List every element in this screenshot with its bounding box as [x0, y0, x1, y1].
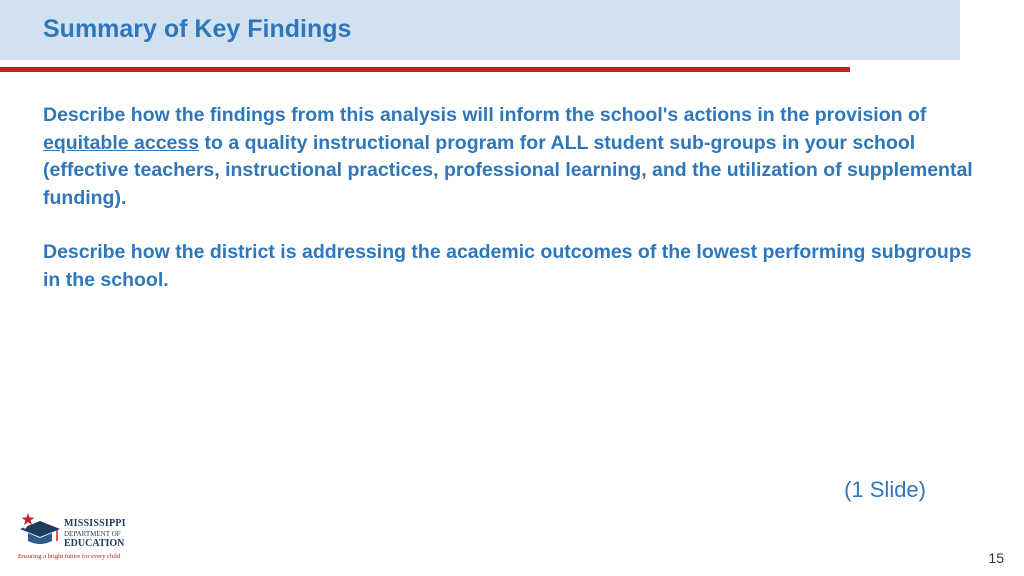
title-bar	[0, 0, 960, 60]
equitable-access-emphasis: equitable access	[43, 131, 200, 154]
page-title: Summary of Key Findings	[43, 15, 352, 43]
body-text	[43, 102, 973, 321]
logo-line-department: DEPARTMENT OF	[64, 530, 121, 538]
prompt-paragraph-2: Describe how the district is addressing the academic outcomes of the lowest performing subgroups in the school.	[43, 241, 972, 291]
page-number: 15	[988, 550, 1004, 566]
slide-count-note: (1 Slide)	[844, 477, 926, 502]
logo-line-mississippi: MISSISSIPPI	[64, 518, 126, 529]
logo-line-education: EDUCATION	[64, 538, 125, 549]
logo-tagline: Ensuring a bright future for every child	[18, 553, 121, 560]
graduation-cap-logo-icon	[16, 511, 62, 551]
mde-logo	[14, 511, 134, 566]
logo-wordmark	[64, 519, 126, 549]
prompt-1-text-after: to a quality instructional program for ALL student sub-groups in your school (effective teachers, instructional practices, professional learning, and the utilization of supplemental funding).	[43, 131, 973, 209]
prompt-1-text-before: Describe how the findings from this analysis will inform the school's actions in the provision of	[43, 104, 927, 126]
title-divider	[0, 67, 850, 72]
prompt-paragraph-1	[43, 102, 973, 212]
